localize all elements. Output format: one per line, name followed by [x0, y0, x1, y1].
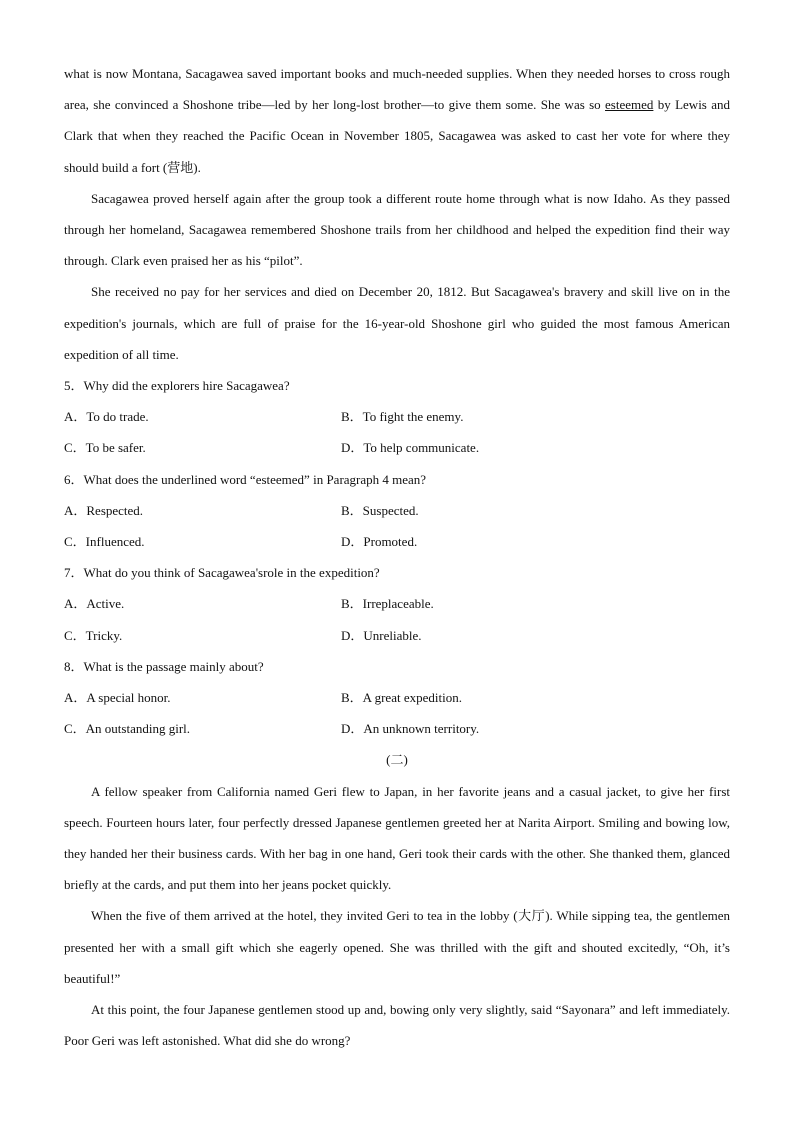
option-b: B．Irreplaceable.: [341, 596, 434, 612]
option-c: C．An outstanding girl.: [64, 721, 191, 737]
option-c: C．Tricky.: [64, 627, 123, 643]
option-c: C．Influenced.: [64, 534, 145, 550]
option-d: D．To help communicate.: [341, 440, 480, 456]
section2-paragraph-1: A fellow speaker from California named Geri flew to Japan, in her favorite jeans and a casual jacket, to give her first speech. Fourteen hours later, four perfectly dressed Japanese gentlemen greeted her at Narita Airport. Smiling and bowing low, they handed her their business cards. With her bag in one hand, Geri took their cards with the other. She thanked them, glanced briefly at the cards, and put them into her jeans pocket quickly.: [64, 783, 730, 893]
question-7: [64, 557, 730, 651]
question-8: [64, 651, 730, 745]
section2-paragraph-2: When the five of them arrived at the hotel, they invited Geri to tea in the lobby (大厅). While sipping tea, the gentlemen presented her with a small gift which she eagerly opened. She was thrilled with the gift and shouted excitedly, “Oh, it’s beautiful!”: [64, 908, 730, 986]
option-a: A．Active.: [64, 596, 125, 612]
option-d: D．Promoted.: [341, 534, 418, 550]
passage-paragraph-3: what is now Montana, Sacagawea saved important books and much-needed supplies. When they needed horses to cross rough area, she convinced a Shoshone tribe—led by her long-lost brother—to give them some. She was so esteemed by Lewis and Clark that when they reached the Pacific Ocean in November 1805, Sacagawea was asked to cast her vote for where they should build a fort (营地).: [64, 66, 730, 175]
underlined-word: esteemed: [605, 97, 654, 113]
option-c: C．To be safer.: [64, 440, 146, 456]
question-stem: 5．Why did the explorers hire Sacagawea?: [64, 378, 290, 394]
option-a: A．Respected.: [64, 502, 144, 518]
document-page: [64, 58, 730, 1057]
passage-paragraph-5: She received no pay for her services and died on December 20, 1812. But Sacagawea's bravery and skill live on in the expedition's journals, which are full of praise for the 16-year-old Shoshone girl who guided the most famous American expedition of all time.: [64, 284, 730, 362]
option-b: B．To fight the enemy.: [341, 409, 464, 425]
option-b: B．A great expedition.: [341, 690, 462, 706]
option-d: D．Unreliable.: [341, 627, 422, 643]
question-stem: 6．What does the underlined word “esteemed” in Paragraph 4 mean?: [64, 471, 427, 487]
question-stem: 8．What is the passage mainly about?: [64, 658, 264, 674]
option-b: B．Suspected.: [341, 502, 419, 518]
passage-paragraph-4: Sacagawea proved herself again after the group took a different route home through what is now Idaho. As they passed through her homeland, Sacagawea remembered Shoshone trails from her childhood and helped the expedition find their way through. Clark even praised her as his “pilot”.: [64, 190, 730, 269]
section-heading: (二): [386, 752, 408, 768]
option-d: D．An unknown territory.: [341, 721, 480, 737]
option-a: A．To do trade.: [64, 409, 149, 425]
question-5: [64, 370, 730, 464]
question-stem: 7．What do you think of Sacagawea'srole in the expedition?: [64, 565, 380, 581]
section2-paragraph-3: At this point, the four Japanese gentlemen stood up and, bowing only very slightly, said “Sayonara” and left immediately. Poor Geri was left astonished. What did she do wrong?: [64, 1002, 730, 1049]
question-6: [64, 464, 730, 558]
option-a: A．A special honor.: [64, 690, 171, 706]
